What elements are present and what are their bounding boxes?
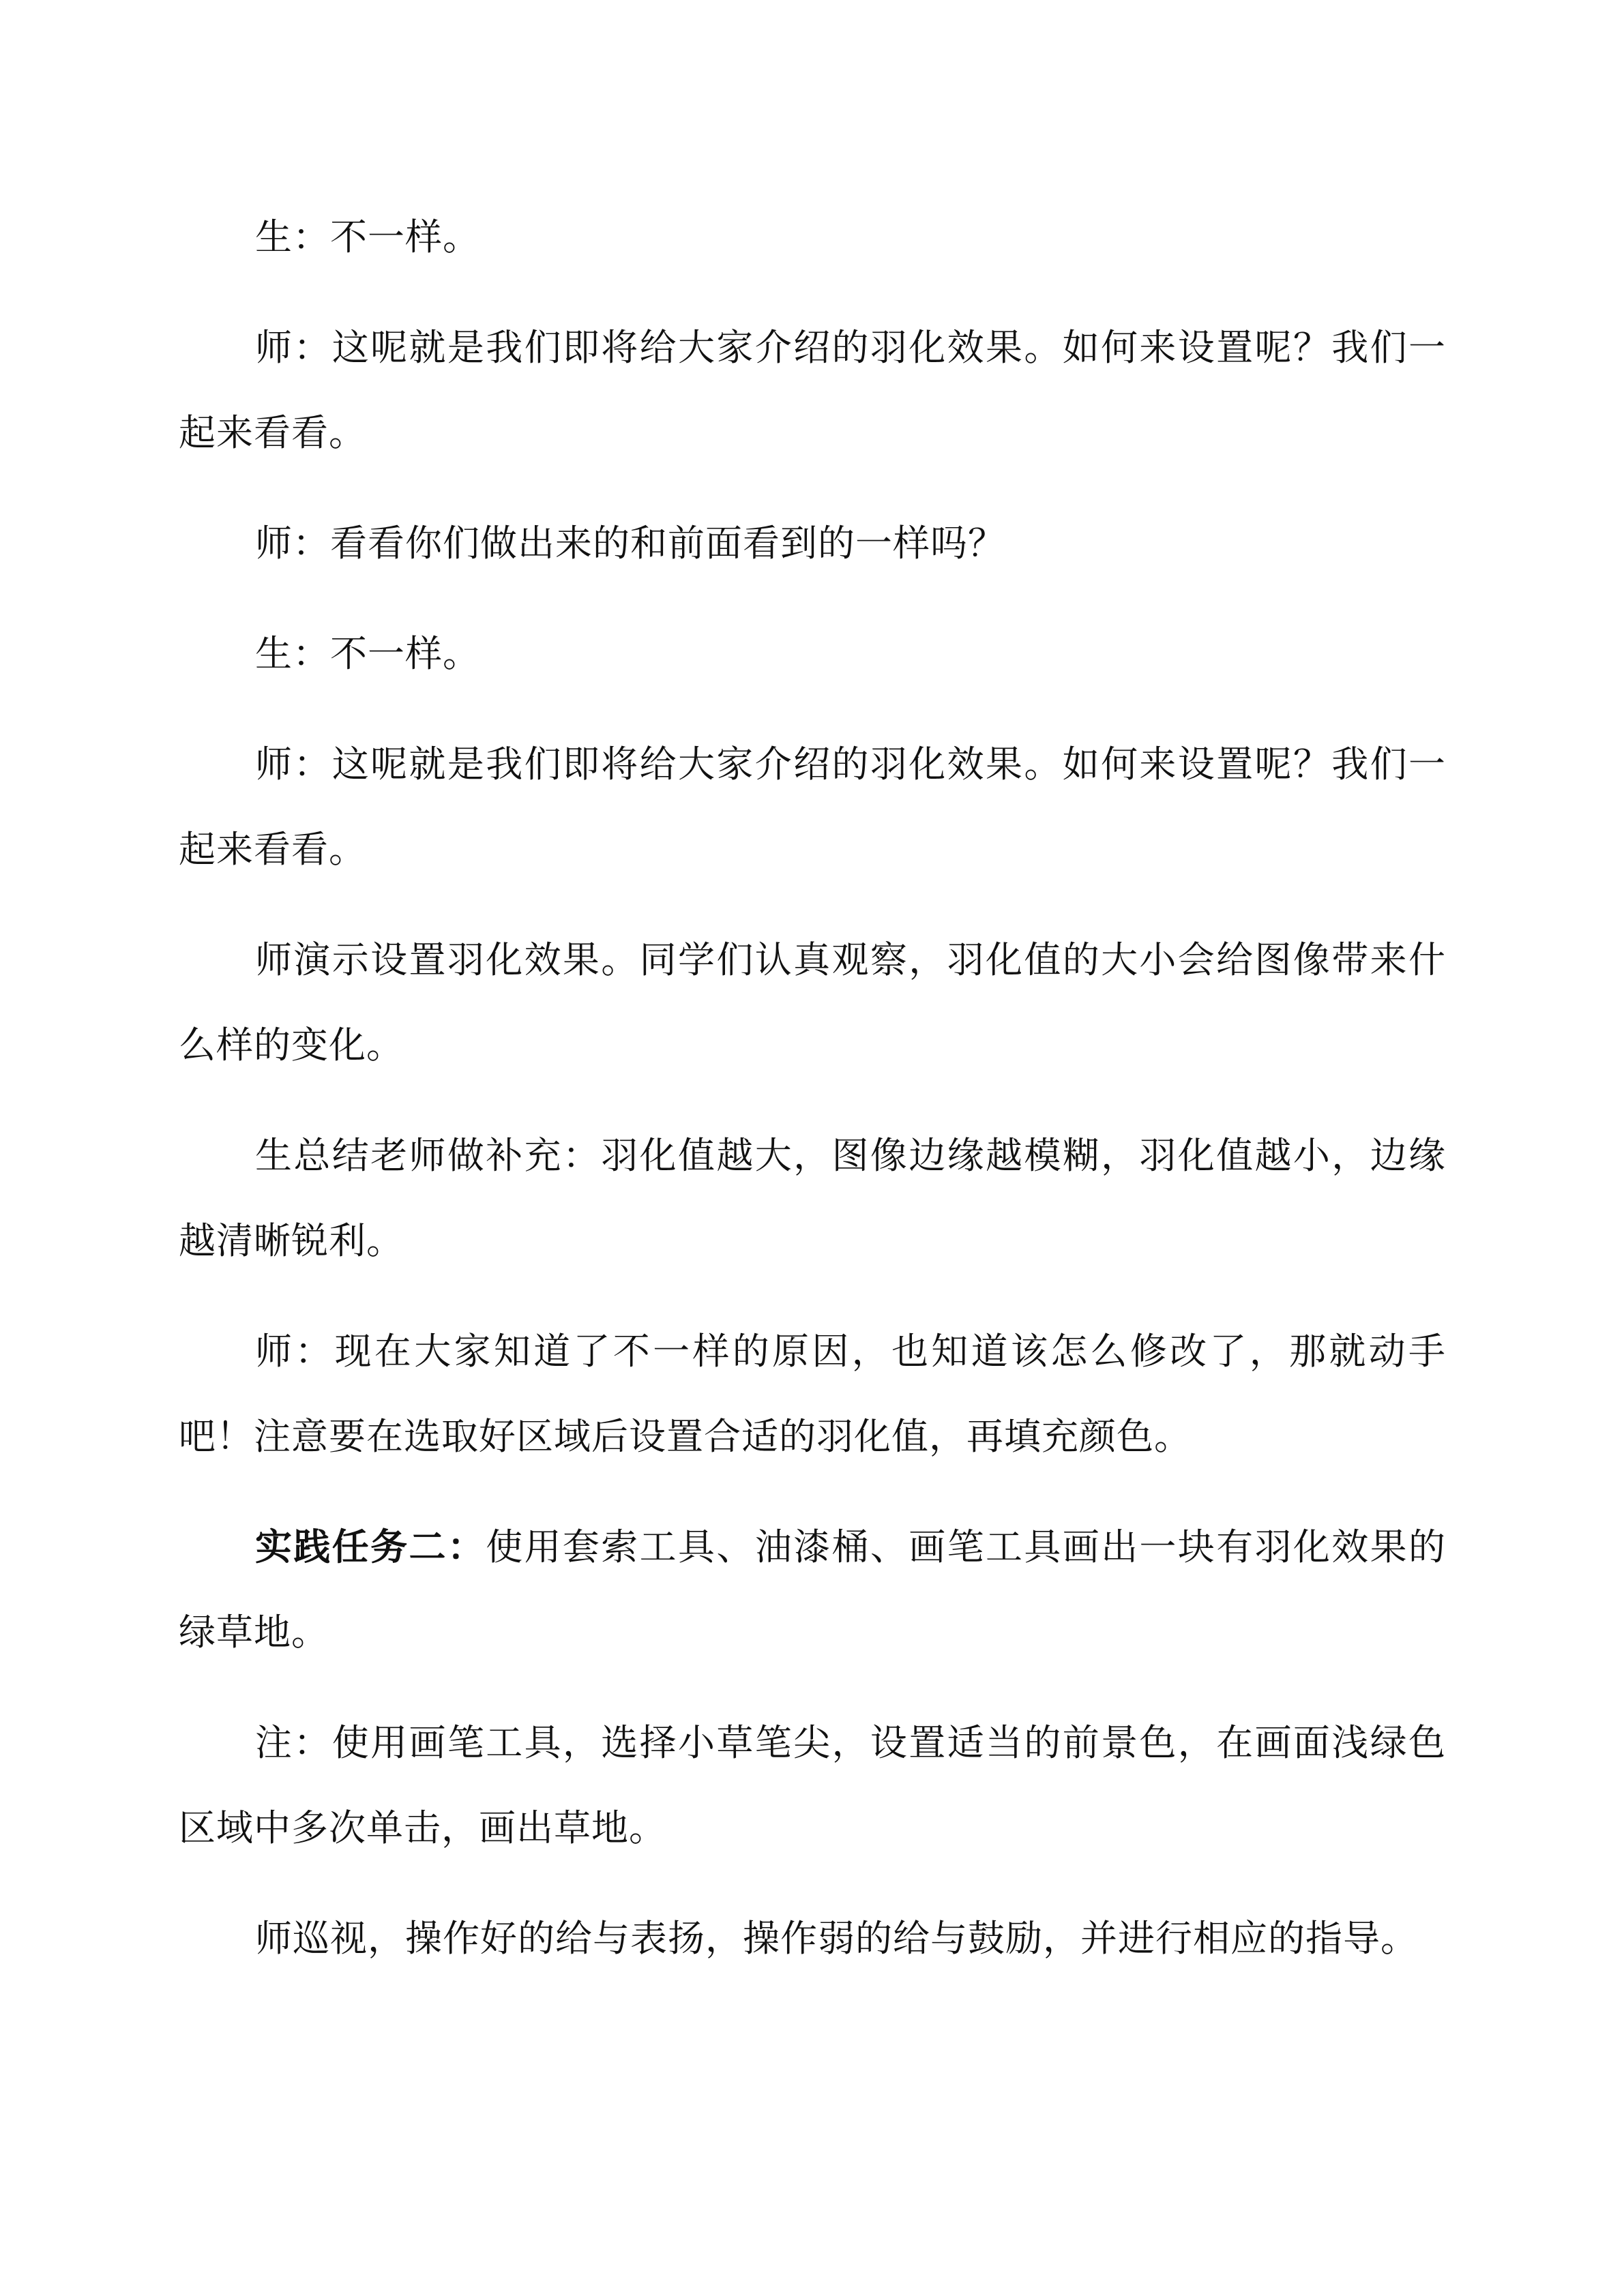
task-description: 使用套索工具、油漆桶、画笔工具画出一块有羽化效果的绿草地。	[179, 1525, 1447, 1654]
paragraph-6: 师演示设置羽化效果。同学们认真观察，羽化值的大小会给图像带来什么样的变化。	[179, 938, 1446, 1067]
paragraph-2: 师：这呢就是我们即将给大家介绍的羽化效果。如何来设置呢？我们一起来看看。	[179, 326, 1446, 454]
paragraph-5: 师：这呢就是我们即将给大家介绍的羽化效果。如何来设置呢？我们一起来看看。	[179, 743, 1446, 871]
paragraph-9	[179, 1504, 1446, 1675]
paragraph-10: 注：使用画笔工具，选择小草笔尖，设置适当的前景色，在画面浅绿色区域中多次单击，画出草地。	[179, 1721, 1446, 1849]
paragraph-1: 生：不一样。	[255, 215, 480, 258]
paragraph-11: 师巡视，操作好的给与表扬，操作弱的给与鼓励，并进行相应的指导。	[255, 1917, 1418, 1960]
paragraph-7: 生总结老师做补充：羽化值越大，图像边缘越模糊，羽化值越小，边缘越清晰锐利。	[179, 1134, 1446, 1262]
paragraph-8: 师：现在大家知道了不一样的原因，也知道该怎么修改了，那就动手吧！注意要在选取好区域后设置合适的羽化值，再填充颜色。	[179, 1330, 1446, 1458]
paragraph-4: 生：不一样。	[255, 632, 480, 675]
paragraph-3: 师：看看你们做出来的和前面看到的一样吗？	[255, 522, 1005, 565]
task-heading: 实践任务二：	[255, 1525, 486, 1568]
document-body	[179, 194, 1446, 2006]
